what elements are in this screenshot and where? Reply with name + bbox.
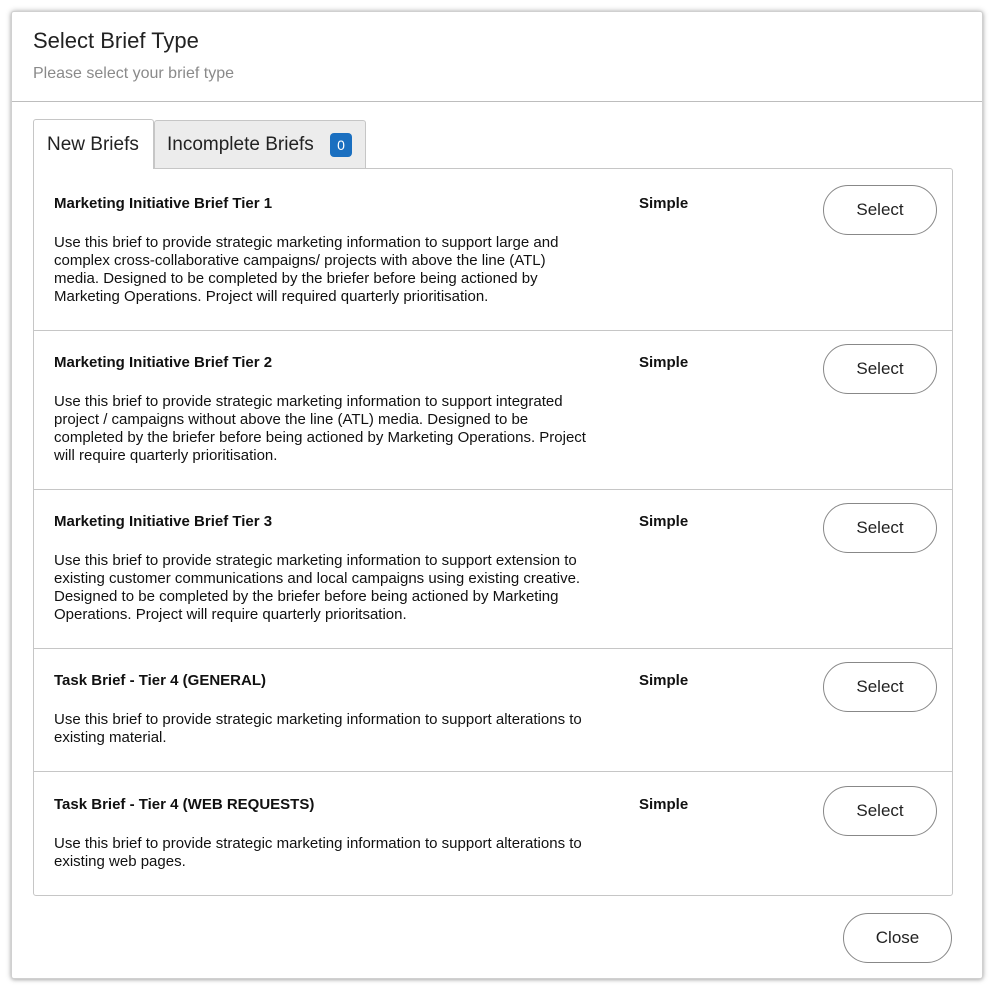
dialog-title: Select Brief Type [33,28,199,53]
brief-title: Task Brief - Tier 4 (WEB REQUESTS) [54,796,315,813]
brief-description: Use this brief to provide strategic marketing information to support large and complex cross-collaborative campaigns/ projects with above the line (ATL) media. Designed to be completed by the briefer before being actioned by Marketing Operations. Project will required quarterly prioritisation. [54,234,559,305]
brief-title: Marketing Initiative Brief Tier 1 [54,195,273,212]
brief-list [33,168,953,896]
select-brief-type-dialog [11,11,983,979]
select-button[interactable]: Select [823,503,937,553]
brief-type-label: Simple [639,513,689,530]
brief-row [34,646,952,772]
incomplete-count-badge: 0 [330,133,352,157]
tab-incomplete-briefs-label: Incomplete Briefs [167,134,314,155]
brief-title: Marketing Initiative Brief Tier 2 [54,354,273,371]
brief-row [34,487,952,649]
tab-incomplete-briefs[interactable] [154,120,366,168]
close-button[interactable]: Close [843,913,952,963]
select-button[interactable]: Select [823,662,937,712]
select-button[interactable]: Select [823,786,937,836]
brief-row [34,169,952,331]
select-button[interactable]: Select [823,185,937,235]
brief-description: Use this brief to provide strategic marketing information to support integrated project / campaigns without above the line (ATL) media. Designed to be completed by the briefer before being actioned by Marketing Operations. Project will require quarterly prioritisation. [54,393,586,464]
select-button[interactable]: Select [823,344,937,394]
brief-title: Marketing Initiative Brief Tier 3 [54,513,273,530]
dialog-header [12,12,982,102]
tab-new-briefs-label: New Briefs [47,134,139,155]
brief-description: Use this brief to provide strategic marketing information to support alterations to existing material. [54,711,582,746]
brief-type-label: Simple [639,195,689,212]
tab-new-briefs[interactable] [33,119,154,169]
brief-row [34,328,952,490]
brief-type-label: Simple [639,354,689,371]
dialog-subtitle: Please select your brief type [33,65,234,82]
brief-description: Use this brief to provide strategic marketing information to support extension to existing customer communications and local campaigns using existing creative. Designed to be completed by the briefer before being actioned by Marketing Operations. Project will require quarterly prioritsation. [54,552,581,623]
brief-description: Use this brief to provide strategic marketing information to support alterations to existing web pages. [54,835,582,870]
brief-type-label: Simple [639,672,689,689]
brief-title: Task Brief - Tier 4 (GENERAL) [54,672,266,689]
brief-row [34,770,952,895]
brief-type-label: Simple [639,796,689,813]
